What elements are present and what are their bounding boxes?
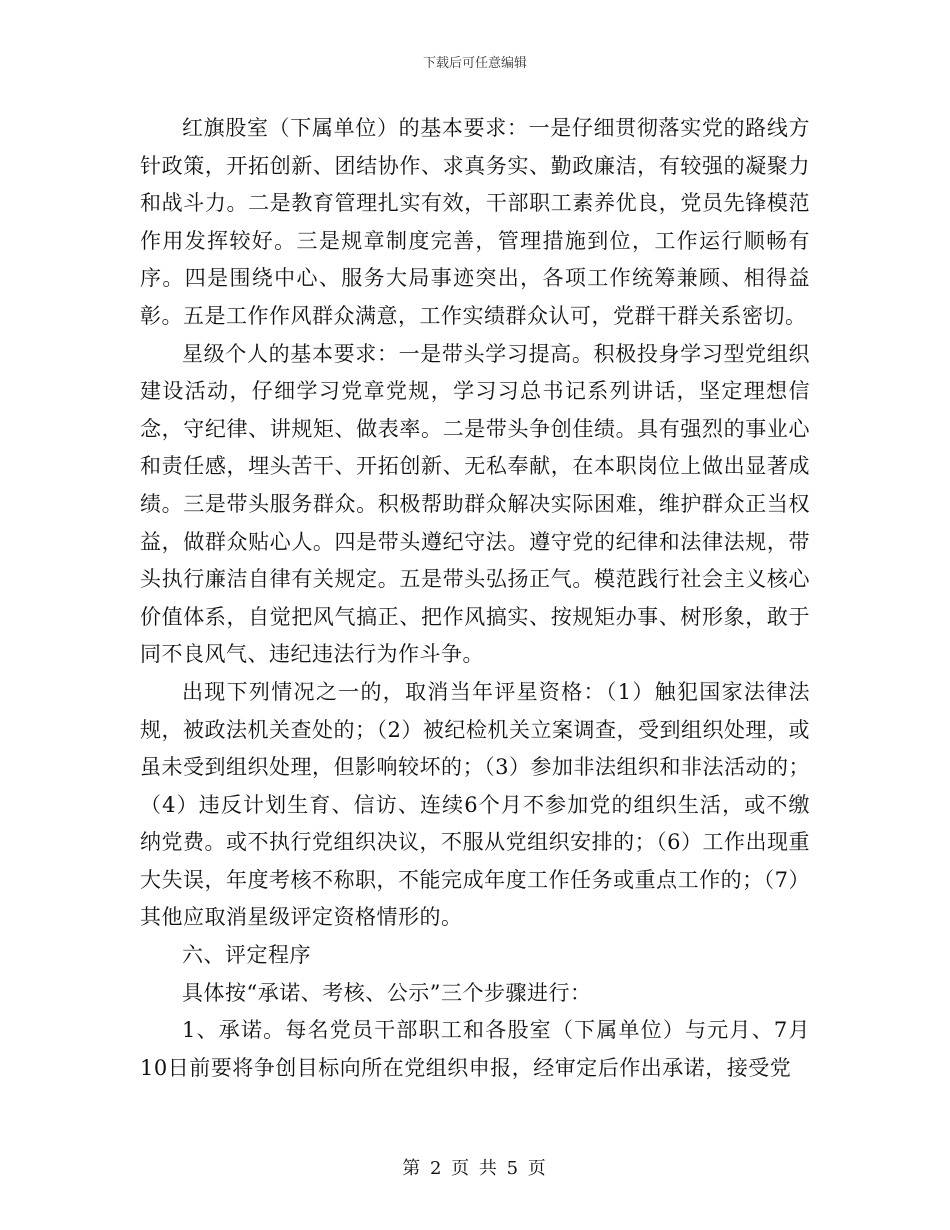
page-number-footer: 第 2 页 共 5 页 [402,1158,548,1179]
page-header: 下载后可任意编辑 [422,56,527,71]
paragraph-three-steps: 具体按“承诺、考核、公示”三个步骤进行： [182,980,592,1005]
paragraph-star-individual-requirements: 星级个人的基本要求：一是带头学习提高。积极投身学习型党组织建设活动，仔细学习党章党规，学习习总书记系列讲话，坚定理想信念，守纪律、讲规矩、做表率。二是带头争创佳绩。具有强烈的事业心和责任感，埋头苦干、开拓创新、无私奉献，在本职岗位上做出显著成绩。三是带头服务群众。积极帮助群众解决实际困难，维护群众正当权益，做群众贴心人。四是带头遵纪守法。遵守党的纪律和法律法规，带头执行廉洁自律有关规定。五是带头弘扬正气。模范践行社会主义核心价值体系，自觉把风气搞正、把作风搞实、按规矩办事、树形象，敢于同不良风气、违纪违法行为作斗争。 [140,341,810,667]
paragraph-step-commitment: 1、承诺。每名党员干部职工和各股室（下属单位）与元月、7月10日前要将争创目标向所在党组织申报，经审定后作出承诺，接受党 [140,1018,810,1080]
paragraph-red-flag-requirements: 红旗股室（下属单位）的基本要求：一是仔细贯彻落实党的路线方针政策，开拓创新、团结协作、求真务实、勤政廉洁，有较强的凝聚力和战斗力。二是教育管理扎实有效，干部职工素养优良，党员先锋模范作用发挥较好。三是规章制度完善，管理措施到位，工作运行顺畅有序。四是围绕中心、服务大局事迹突出，各项工作统筹兼顾、相得益彰。五是工作作风群众满意，工作实绩群众认可，党群干群关系密切。 [140,116,810,328]
document-body [140,110,810,1087]
section-heading-evaluation-procedure: 六、评定程序 [182,943,311,968]
paragraph-disqualification-conditions: 出现下列情况之一的，取消当年评星资格：（1）触犯国家法律法规，被政法机关查处的；（2）被纪检机关立案调查，受到组织处理，或虽未受到组织处理，但影响较坏的；（3）参加非法组织和非法活动的；（4）违反计划生育、信访、连续6个月不参加党的组织生活，或不缴纳党费。或不执行党组织决议，不服从党组织安排的；（6）工作出现重大失误，年度考核不称职，不能完成年度工作任务或重点工作的；（7）其他应取消星级评定资格情形的。 [140,679,810,930]
